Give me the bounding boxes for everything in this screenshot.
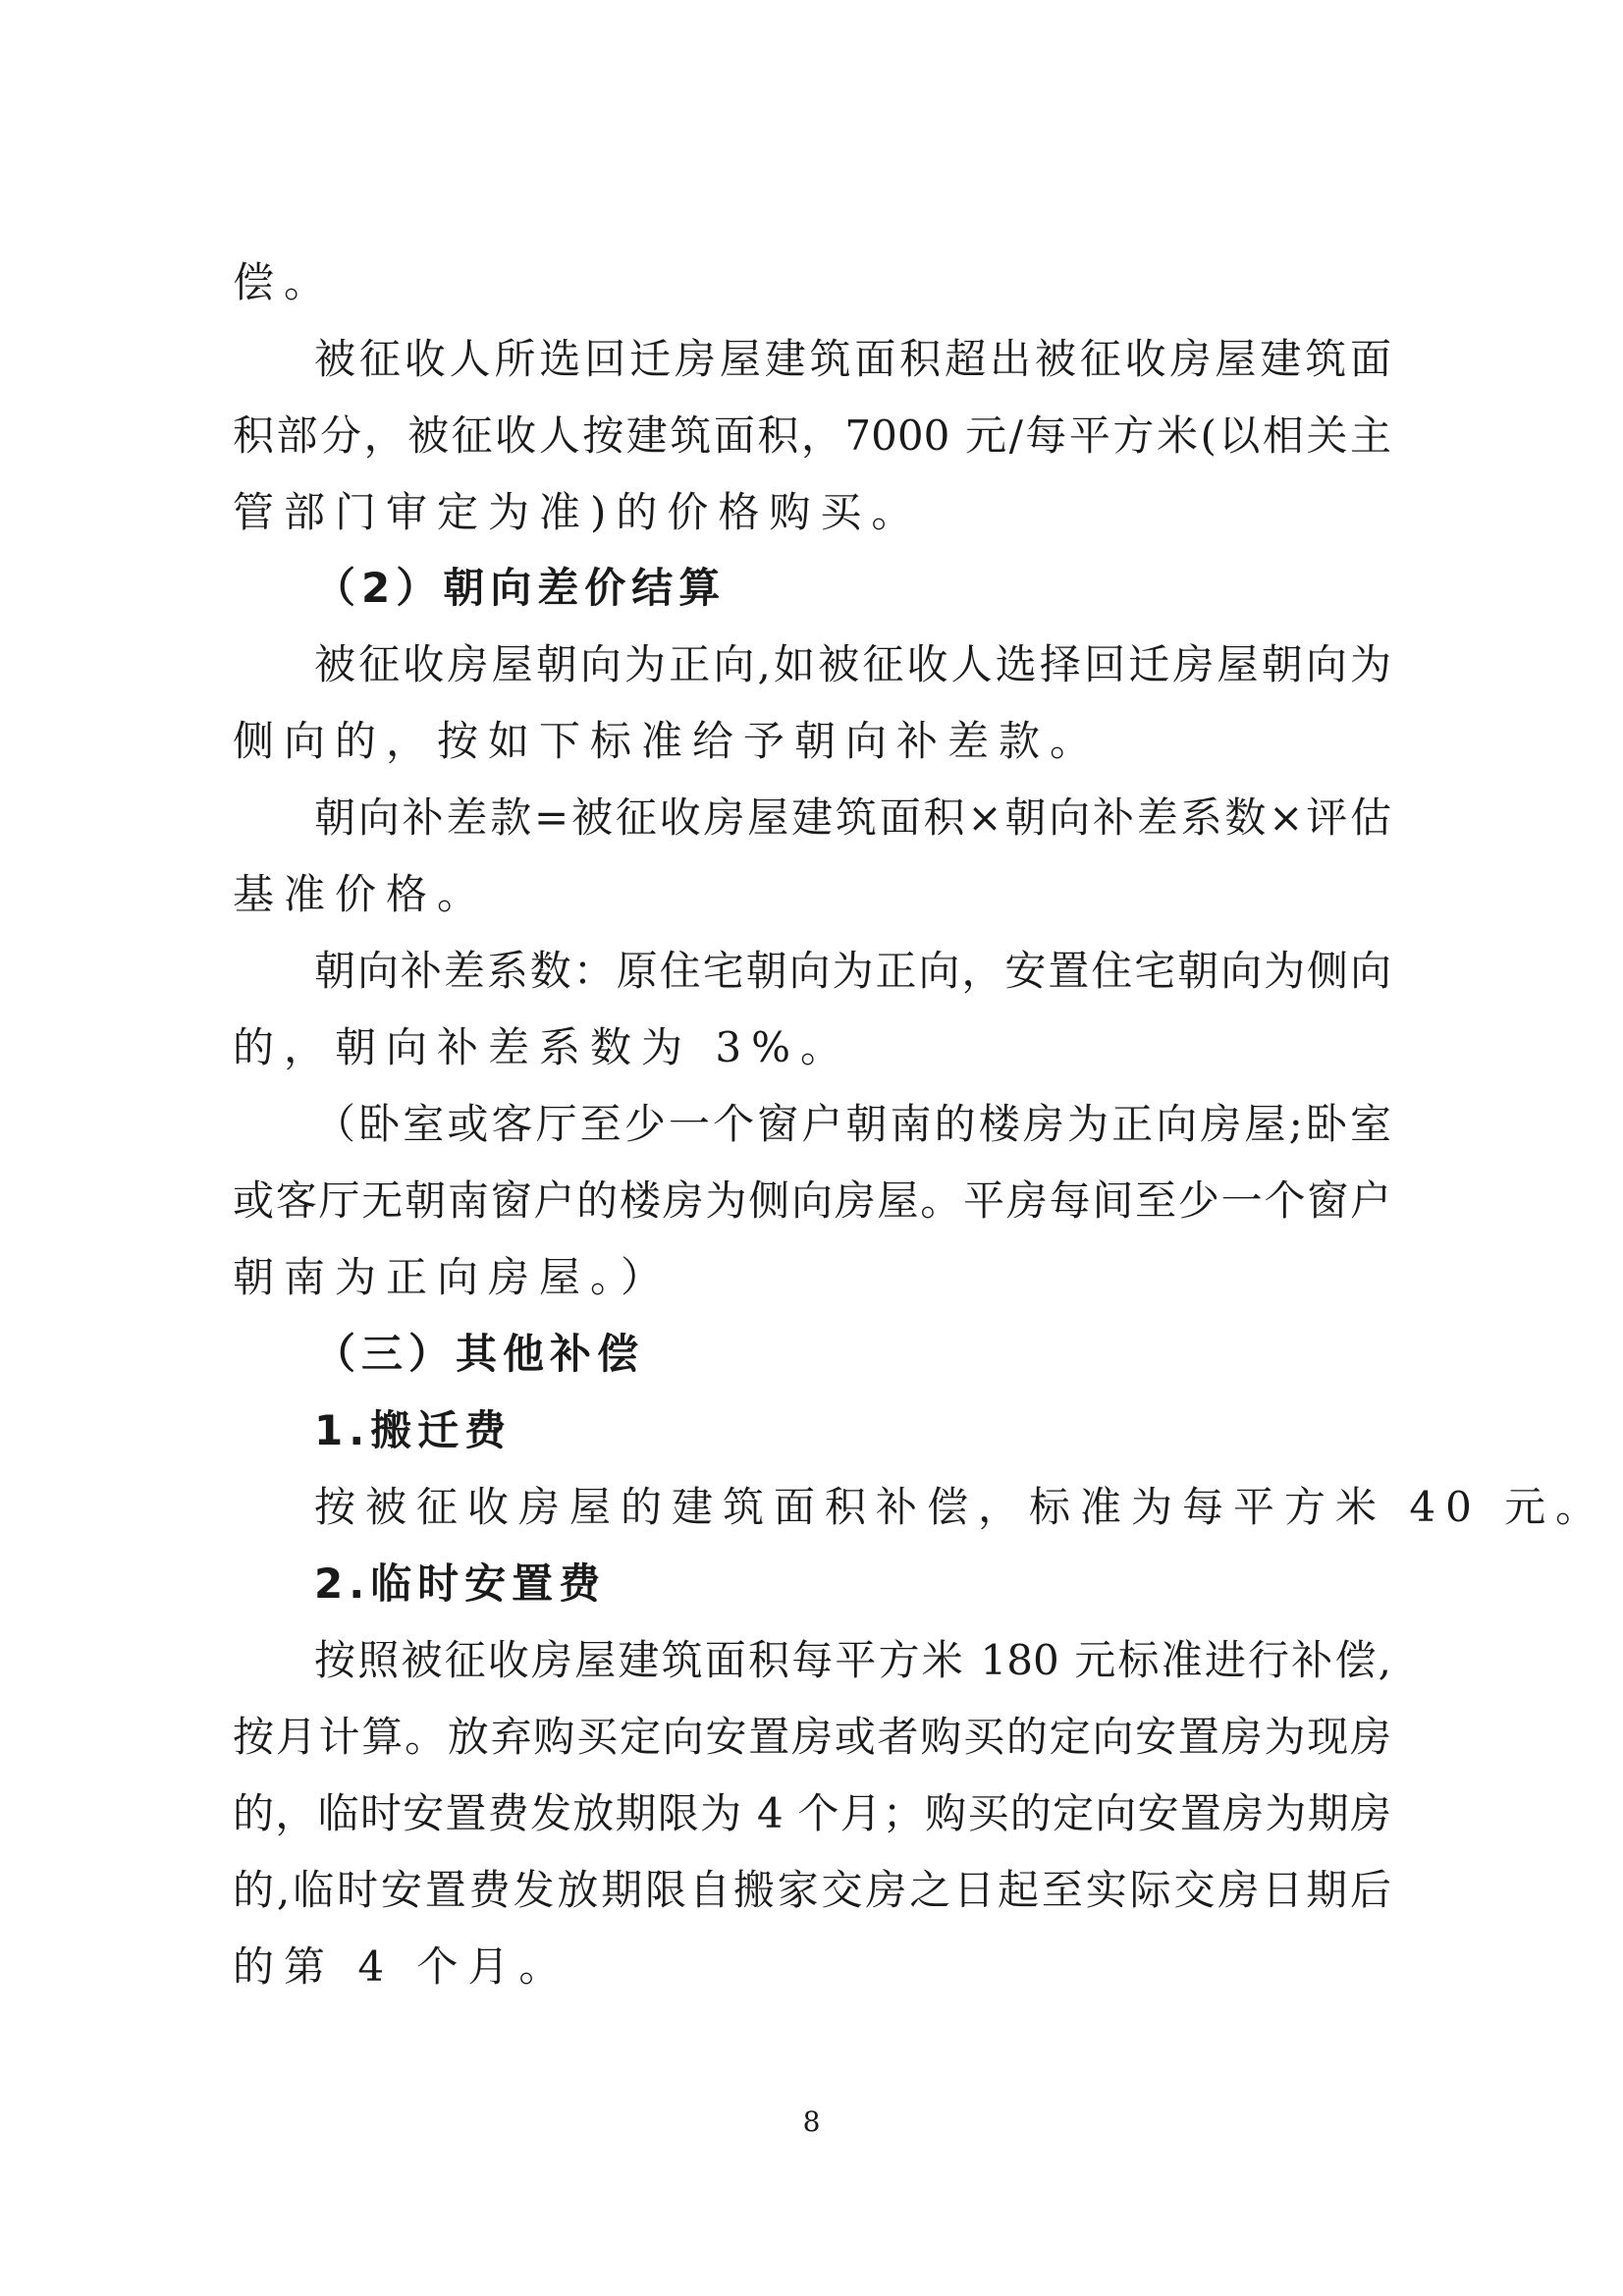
paragraph-line: 管部门审定为准)的价格购买。 xyxy=(233,488,923,536)
paragraph-line: 或客厅无朝南窗户的楼房为侧向房屋。平房每间至少一个窗户 xyxy=(233,1176,1391,1225)
paragraph-line: （卧室或客厅至少一个窗户朝南的楼房为正向房屋;卧室 xyxy=(314,1100,1391,1148)
paragraph-line: 朝向补差款=被征收房屋建筑面积×朝向补差系数×评估 xyxy=(314,793,1391,842)
paragraph-line: 的第 4 个月。 xyxy=(233,1942,570,1991)
paragraph-line: 按月计算。放弃购买定向安置房或者购买的定向安置房为现房 xyxy=(233,1713,1391,1761)
text-line: 偿。 xyxy=(233,258,336,306)
paragraph-line: 被征收人所选回迁房屋建筑面积超出被征收房屋建筑面 xyxy=(314,335,1391,383)
section-heading: （2）朝向差价结算 xyxy=(314,564,727,612)
paragraph-line: 基准价格。 xyxy=(233,870,489,918)
section-heading: （三）其他补偿 xyxy=(314,1330,645,1378)
paragraph-line: 的，朝向补差系数为 3%。 xyxy=(233,1023,851,1071)
paragraph-line: 的,临时安置费发放期限自搬家交房之日起至实际交房日期后 xyxy=(233,1866,1391,1914)
paragraph-line: 朝南为正向房屋。） xyxy=(233,1253,673,1301)
paragraph-line: 按照被征收房屋建筑面积每平方米 180 元标准进行补偿, xyxy=(314,1636,1391,1684)
paragraph-line: 积部分，被征收人按建筑面积，7000 元/每平方米(以相关主 xyxy=(233,411,1391,460)
paragraph-line: 被征收房屋朝向为正向,如被征收人选择回迁房屋朝向为 xyxy=(314,640,1391,688)
paragraph-line: 侧向的，按如下标准给予朝向补差款。 xyxy=(233,717,1102,765)
subsection-heading: 2.临时安置费 xyxy=(314,1559,607,1608)
page-number: 8 xyxy=(802,2105,821,2138)
paragraph-line: 的，临时安置费发放期限为 4 个月；购买的定向安置房为期房 xyxy=(233,1789,1391,1837)
paragraph-line: 按被征收房屋的建筑面积补偿，标准为每平方米 40 元。 xyxy=(314,1483,1607,1531)
paragraph-line: 朝向补差系数：原住宅朝向为正向，安置住宅朝向为侧向 xyxy=(314,947,1391,995)
subsection-heading: 1.搬迁费 xyxy=(314,1406,513,1454)
